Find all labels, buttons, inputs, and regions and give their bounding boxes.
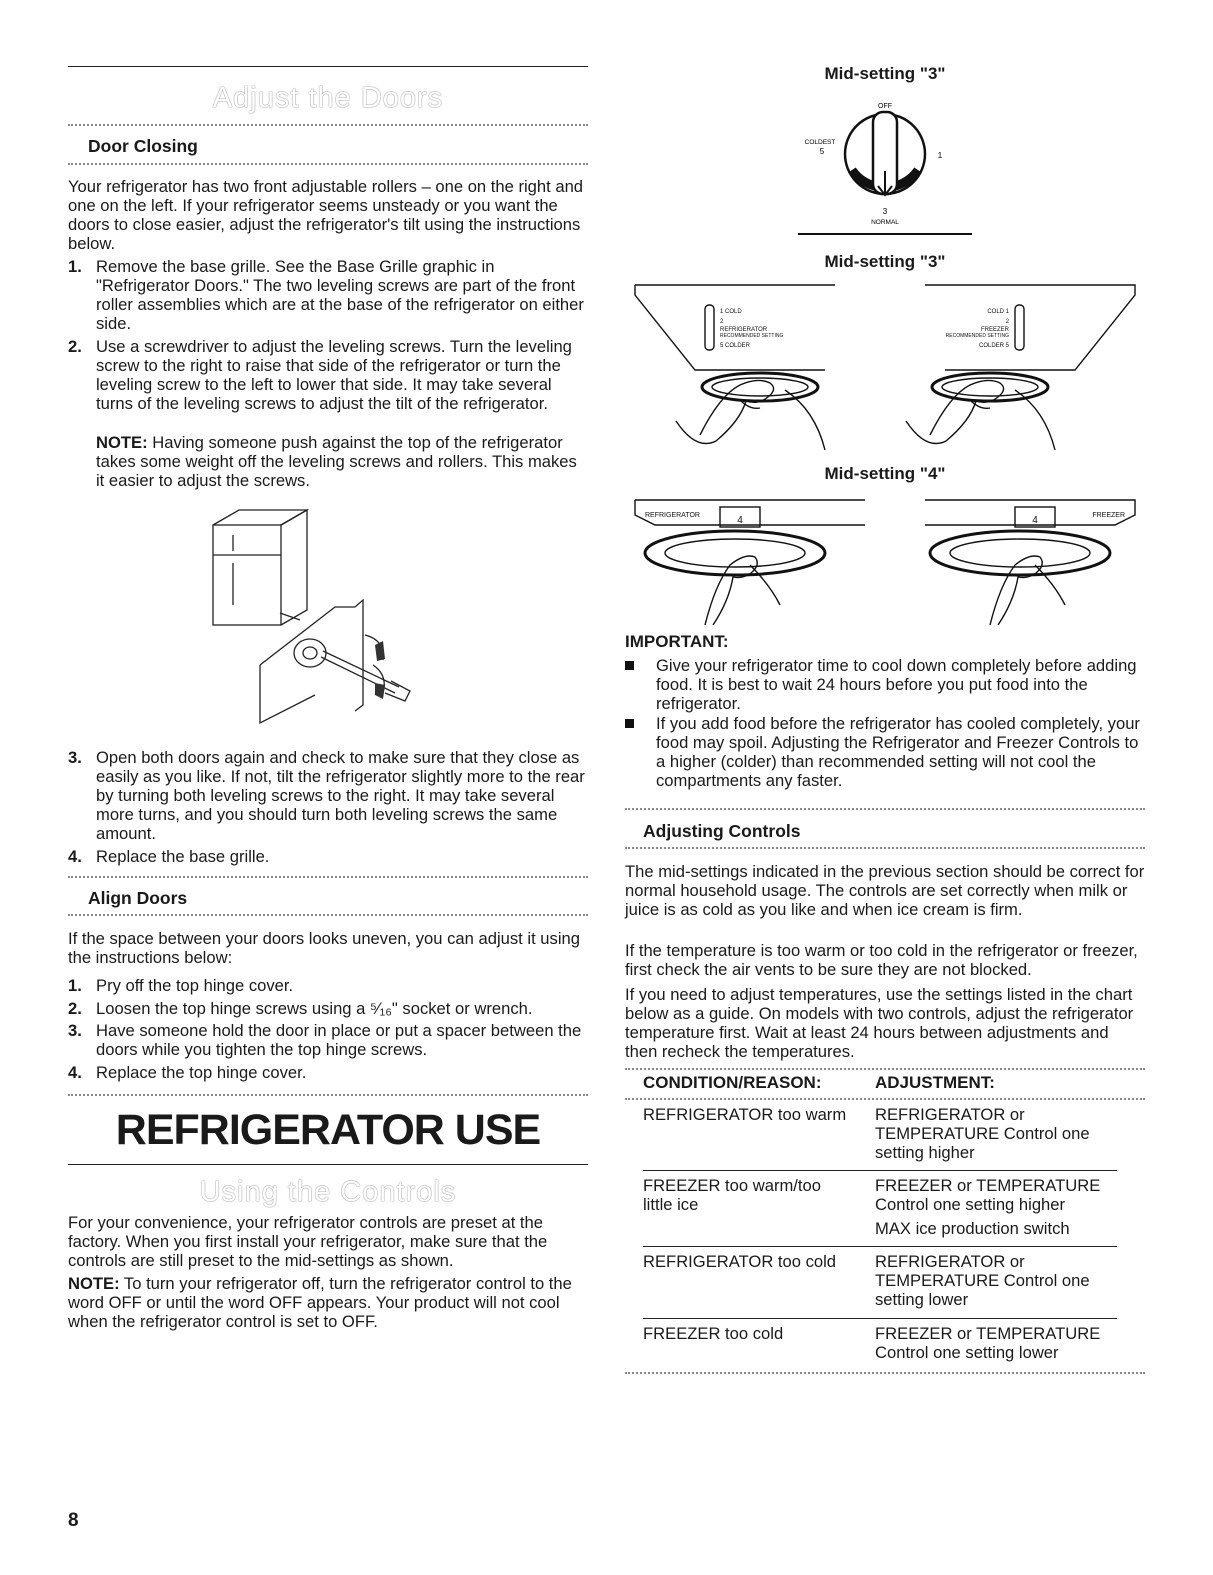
dial-label-3: 3 xyxy=(882,207,888,216)
divider xyxy=(625,1068,1145,1070)
slider-right-label: FREEZER xyxy=(1092,512,1125,519)
list-item: 2. Use a screwdriver to adjust the leveling screws. Turn the leveling screw to the right to raise that side of the refrigerator or turn the leveling screw to the left to lower that side. It may take several turns of the leveling screws to adjust the tilt of the refrigerator. xyxy=(68,337,572,413)
page-number: 8 xyxy=(68,1510,79,1531)
door-closing-intro: Your refrigerator has two front adjustable rollers – one on the right and one on the left. If your refrigerator seems unsteady or you want the doors to close easier, adjust the refrigerator's tilt using the instructions below. xyxy=(68,177,584,253)
table-cell-adjustment: REFRIGERATOR or TEMPERATURE Control one setting higher xyxy=(875,1105,1090,1162)
list-item: 3. Open both doors again and check to make sure that they close as easily as you like. If not, tilt the refrigerator slightly more to the rear by turning both leveling screws to the right. It may take several more turns, and you should turn both leveling screws the same amount. xyxy=(68,748,585,843)
align-doors-heading: Align Doors xyxy=(88,888,188,908)
table-cell-condition: FREEZER too warm/too little ice xyxy=(643,1176,821,1214)
table-cell-adjustment: REFRIGERATOR or TEMPERATURE Control one setting lower xyxy=(875,1252,1090,1309)
divider xyxy=(625,1372,1145,1374)
dial-normal-label: NORMAL xyxy=(871,219,899,226)
table-cell-condition: FREEZER too cold xyxy=(643,1324,784,1343)
controls-intro: For your convenience, your refrigerator controls are preset at the factory. When you first install your refrigerator, make sure that the controls are still preset to the mid-settings as shown. xyxy=(68,1213,548,1270)
divider xyxy=(68,124,588,126)
panel-left-line5: 5 COLDER xyxy=(720,343,751,349)
thumbwheel-controls-illustration xyxy=(625,275,1145,460)
adjusting-p3: If you need to adjust temperatures, use the settings listed in the chart below as a guide. On models with two controls, adjust the refrigerator temperature first. Wait at least 24 hours between adjustments and then recheck the temperatures. xyxy=(625,985,1134,1061)
adjusting-controls-heading: Adjusting Controls xyxy=(643,821,801,841)
panel-right-line3: FREEZER xyxy=(980,327,1009,333)
note: NOTE: Having someone push against the top of the refrigerator takes some weight off the leveling screws and rollers. This makes it easier to adjust the screws. xyxy=(96,433,577,490)
divider xyxy=(68,914,588,916)
list-item: 3. Have someone hold the door in place or put a spacer between the doors while you tighten the top hinge screws. xyxy=(68,1021,582,1059)
align-doors-intro: If the space between your doors looks uneven, you can adjust it using the instructions below: xyxy=(68,929,580,967)
section-rule xyxy=(68,1164,588,1165)
panel-left-line4: RECOMMENDED SETTING xyxy=(720,333,784,339)
list-item: 1. Pry off the top hinge cover. xyxy=(68,976,294,995)
panel-right-line4: RECOMMENDED SETTING xyxy=(945,333,1009,339)
table-header-condition: CONDITION/REASON: xyxy=(643,1073,822,1092)
table-cell-adjustment: FREEZER or TEMPERATURE Control one setting higher xyxy=(875,1176,1101,1214)
divider xyxy=(68,876,588,878)
refrigerator-use-title: REFRIGERATOR USE xyxy=(115,1106,541,1154)
adjusting-p2: If the temperature is too warm or too cold in the refrigerator or freezer, first check the air vents to be sure they are not blocked. xyxy=(625,941,1138,979)
panel-right-line2: 2 xyxy=(1005,319,1009,325)
controls-note: NOTE: To turn your refrigerator off, turn the refrigerator control to the word OFF or until the word OFF appears. Your product will not cool when the refrigerator control is set to OFF. xyxy=(68,1274,572,1331)
dial-control-illustration xyxy=(790,96,980,236)
adjusting-p1: The mid-settings indicated in the previous section should be correct for normal household usage. The controls are set correctly when milk or juice is as cold as you like and when ice cream is firm. xyxy=(625,862,1145,919)
caption-dial: Mid-setting "3" xyxy=(824,64,946,83)
list-item: If you add food before the refrigerator has cooled completely, your food may spoil. Adjusting the Refrigerator and Freezer Controls to a higher (colder) than recommended setting will not cool the compartments any faster. xyxy=(625,714,1145,790)
table-cell-condition: REFRIGERATOR too cold xyxy=(643,1252,837,1271)
divider xyxy=(68,163,588,165)
table-cell-extra: MAX ice production switch xyxy=(875,1219,1070,1238)
row-divider xyxy=(643,1170,1117,1171)
divider xyxy=(68,1094,588,1096)
using-controls-title: Using the Controls xyxy=(199,1176,457,1208)
panel-left-line2: 2 xyxy=(720,319,724,325)
list-item: 4. Replace the base grille. xyxy=(68,847,270,866)
table-cell-condition: REFRIGERATOR too warm xyxy=(643,1105,847,1124)
slider-right-value: 4 xyxy=(1032,515,1038,526)
leveling-screw-illustration xyxy=(205,505,505,735)
bullet-icon xyxy=(625,719,634,728)
list-item: 1. Remove the base grille. See the Base Grille graphic in "Refrigerator Doors." The two leveling screws are part of the front roller assemblies which are at the base of the refrigerator on either side. xyxy=(68,257,584,333)
top-rule xyxy=(68,66,588,67)
list-item: 2. Loosen the top hinge screws using a ⁵⁄₁₆" socket or wrench. xyxy=(68,999,533,1018)
slider-left-label: REFRIGERATOR xyxy=(645,512,700,519)
caption-panels: Mid-setting "3" xyxy=(824,252,946,271)
dial-off-label: OFF xyxy=(878,103,892,110)
panel-right-line5: COLDER 5 xyxy=(978,343,1009,349)
dial-label-1: 1 xyxy=(937,151,943,160)
divider xyxy=(625,808,1145,810)
important-heading: IMPORTANT: xyxy=(625,632,729,651)
panel-right-line1: COLD 1 xyxy=(987,309,1009,315)
row-divider xyxy=(643,1318,1117,1319)
list-item: 4. Replace the top hinge cover. xyxy=(68,1063,307,1082)
bullet-icon xyxy=(625,661,634,670)
slider-controls-illustration xyxy=(625,495,1145,625)
table-cell-adjustment: FREEZER or TEMPERATURE Control one setting lower xyxy=(875,1324,1101,1362)
table-header-adjustment: ADJUSTMENT: xyxy=(875,1073,995,1092)
list-item: Give your refrigerator time to cool down completely before adding food. It is best to wait 24 hours before you put food into the refrigerator. xyxy=(625,656,1145,713)
divider xyxy=(625,1098,1145,1100)
panel-left-line3: REFRIGERATOR xyxy=(720,327,768,333)
door-closing-heading: Door Closing xyxy=(88,136,198,156)
dial-label-5: 5 xyxy=(819,147,825,156)
panel-left-line1: 1 COLD xyxy=(720,309,742,315)
dial-coldest-label: COLDEST xyxy=(804,139,836,146)
divider xyxy=(625,847,1145,849)
section-title: Adjust the Doors xyxy=(212,82,444,114)
caption-sliders: Mid-setting "4" xyxy=(824,464,946,483)
row-divider xyxy=(643,1246,1117,1247)
slider-left-value: 4 xyxy=(737,515,743,526)
